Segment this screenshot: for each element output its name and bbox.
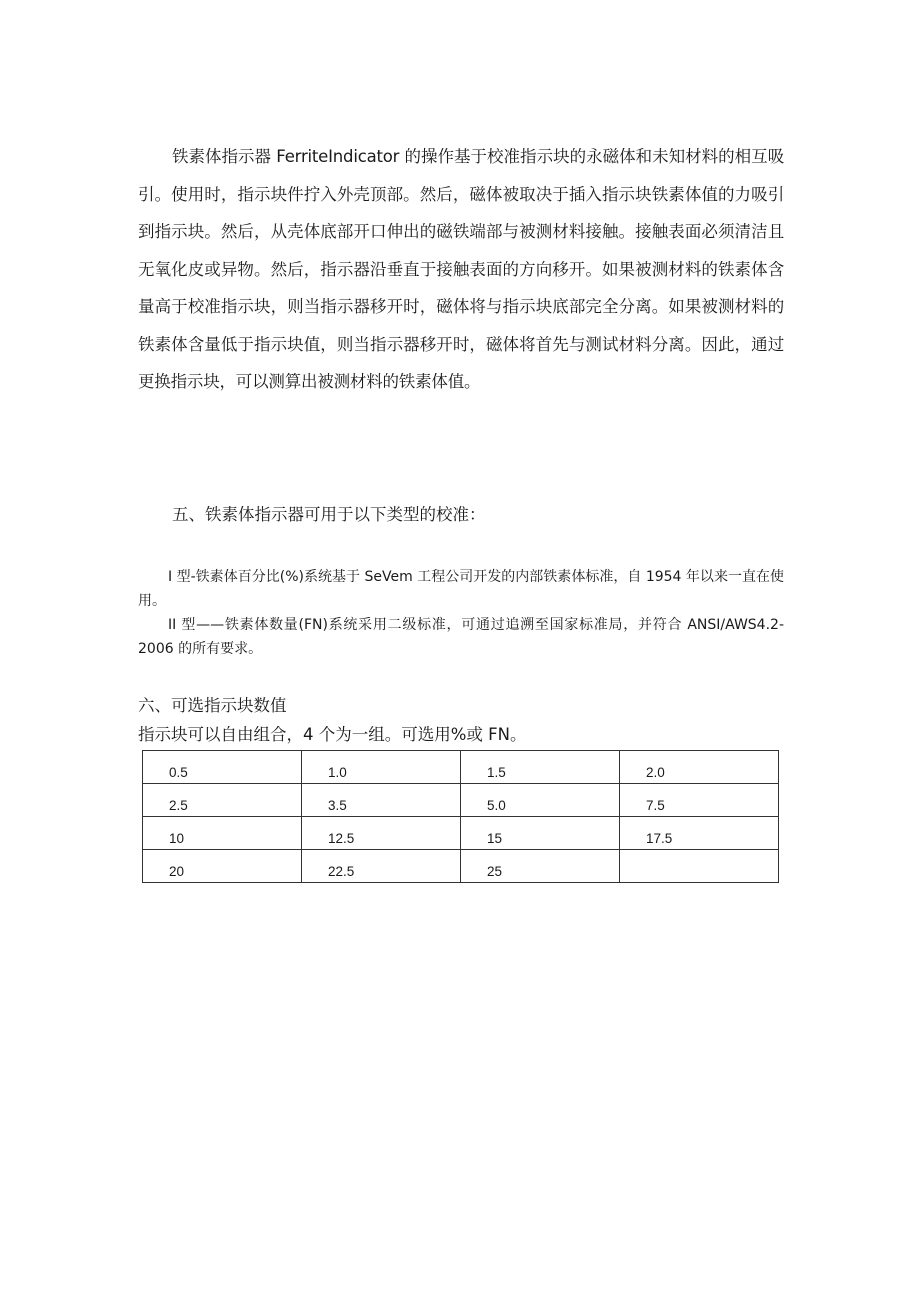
- table-cell: [302, 784, 461, 817]
- table-cell: [620, 850, 779, 883]
- table-row: [143, 751, 779, 784]
- cell-value: 17.5: [646, 831, 673, 846]
- table-cell: [302, 751, 461, 784]
- calibration-type-1: I 型-铁素体百分比(%)系统基于 SeVem 工程公司开发的内部铁素体标准，自 1954 年以来一直在使用。: [138, 569, 784, 609]
- cell-value: 12.5: [328, 831, 355, 846]
- section-6-heading: 六、可选指示块数值: [138, 696, 287, 715]
- table-cell: [143, 817, 302, 850]
- table-cell: [143, 751, 302, 784]
- cell-value: 3.5: [328, 798, 347, 813]
- section-5-heading: 五、铁素体指示器可用于以下类型的校准：: [172, 505, 486, 524]
- cell-value: 7.5: [646, 798, 665, 813]
- table-cell: [461, 784, 620, 817]
- cell-value: 22.5: [328, 864, 355, 879]
- section-6-description: 指示块可以自由组合，4 个为一组。可选用%或 FN。: [138, 725, 527, 744]
- table-cell: [620, 784, 779, 817]
- cell-value: 1.0: [328, 765, 347, 780]
- intro-paragraph: 铁素体指示器 FerriteIndicator 的操作基于校准指示块的永磁体和未知材料的相互吸引。使用时，指示块件拧入外壳顶部。然后，磁体被取决于插入指示块铁素体值的力吸引到指示块。然后，从壳体底部开口伸出的磁铁端部与被测材料接触。接触表面必须清洁且无氧化皮或异物。然后，指示器沿垂直于接触表面的方向移开。如果被测材料的铁素体含量高于校准指示块，则当指示器移开时，磁体将与指示块底部完全分离。如果被测材料的铁素体含量低于指示块值，则当指示器移开时，磁体将首先与测试材料分离。因此，通过更换指示块，可以测算出被测材料的铁素体值。: [138, 147, 784, 391]
- table-cell: [620, 751, 779, 784]
- cell-value: 2.0: [646, 765, 665, 780]
- block-values-table: [142, 750, 779, 883]
- cell-value: 0.5: [169, 765, 188, 780]
- cell-value: 5.0: [487, 798, 506, 813]
- table-cell: [461, 817, 620, 850]
- calibration-types: [138, 565, 784, 661]
- table-cell: [143, 850, 302, 883]
- cell-value: [646, 879, 778, 882]
- table-cell: [143, 784, 302, 817]
- table-row: [143, 850, 779, 883]
- table-cell: [620, 817, 779, 850]
- table-row: [143, 817, 779, 850]
- cell-value: 25: [487, 864, 503, 879]
- cell-value: 15: [487, 831, 503, 846]
- table-cell: [302, 850, 461, 883]
- cell-value: 2.5: [169, 798, 188, 813]
- calibration-type-2: II 型——铁素体数量(FN)系统采用二级标准，可通过追溯至国家标准局，并符合 ANSI/AWS4.2-2006 的所有要求。: [138, 617, 784, 657]
- cell-value: 20: [169, 864, 185, 879]
- cell-value: 1.5: [487, 765, 506, 780]
- table-cell: [302, 817, 461, 850]
- table-row: [143, 784, 779, 817]
- cell-value: 10: [169, 831, 185, 846]
- table-cell: [461, 850, 620, 883]
- table-cell: [461, 751, 620, 784]
